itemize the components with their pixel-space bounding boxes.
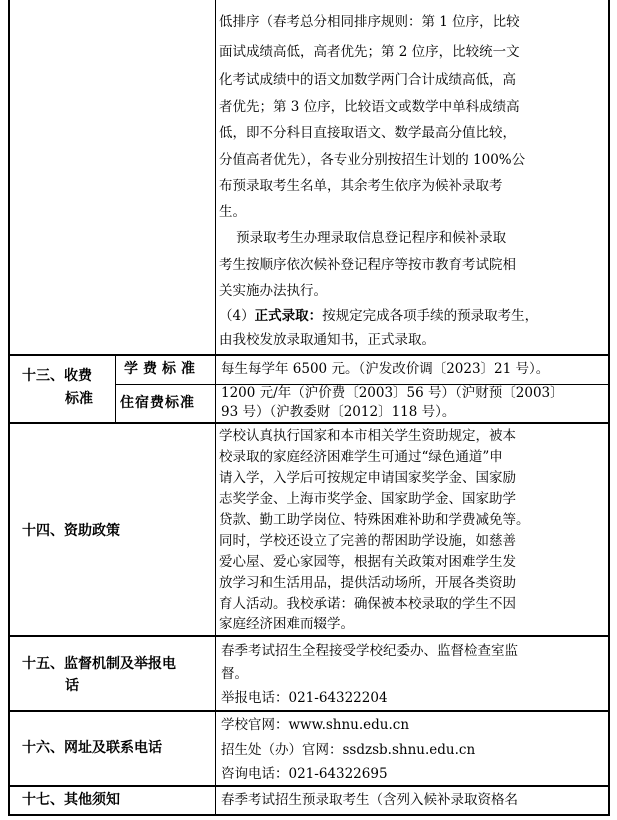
- inquiry-phone: 咨询电话：021-64322695: [221, 766, 388, 782]
- supervision-line1: 春季考试招生全程接受学校纪委办、监督检查室监: [221, 643, 518, 659]
- paragraph-line: 生。: [219, 204, 246, 220]
- row-divider: [8, 785, 609, 787]
- supervision-section-title-line1: 十五、监督机制及举报电: [22, 656, 176, 672]
- paragraph-line: 由我校发放录取通知书，正式录取。: [219, 332, 435, 348]
- fees-section-title-line1: 十三、收费: [22, 368, 92, 384]
- row-divider: [8, 635, 609, 637]
- paragraph-line: 考生按顺序依次候补登记程序等按市教育考试院相: [219, 257, 516, 273]
- paragraph-line: 低排序（春考总分相同排序规则：第 1 位序，比较: [219, 14, 520, 30]
- paragraph-line: 预录取考生办理录取信息登记程序和候补录取: [219, 230, 507, 246]
- paragraph-line: 贷款、勤工助学岗位、特殊困难补助和学费减免等。: [219, 512, 530, 528]
- tuition-value: 每生每学年 6500 元。（沪发改价调〔2023〕21 号）。: [221, 361, 550, 377]
- paragraph-line: 同时，学校还设立了完善的帮困助学设施，如慈善: [219, 533, 516, 549]
- aid-section-title: 十四、资助政策: [22, 523, 120, 539]
- other-notice-line1: 春季考试招生预录取考生（含列入候补录取资格名: [221, 792, 518, 808]
- admission-office-website: 招生处（办）官网：ssdzsb.shnu.edu.cn: [221, 742, 476, 758]
- lodging-value-line2: 93 号）（沪教委财〔2012〕118 号）。: [221, 404, 456, 420]
- row-divider: [8, 354, 609, 356]
- formal-admission-prefix: （4）: [219, 308, 255, 324]
- school-website: 学校官网：www.shnu.edu.cn: [221, 717, 410, 733]
- supervision-line2: 督。: [221, 666, 248, 682]
- other-section-title: 十七、其他须知: [22, 792, 120, 808]
- tuition-label: 学费标准: [124, 361, 200, 377]
- table-border-bottom: [8, 814, 609, 816]
- lodging-value-line1: 1200 元/年（沪价费〔2003〕56 号）（沪财预〔2003〕: [221, 385, 564, 401]
- paragraph-line: 家庭经济困难而辍学。: [219, 616, 354, 632]
- paragraph-line: 育人活动。我校承诺：确保被本校录取的学生不因: [219, 596, 516, 612]
- paragraph-line: 化考试成绩中的语文加数学两门合计成绩高低，高: [219, 72, 516, 88]
- paragraph-line: 爱心屋、爱心家园等，根据有关政策对困难学生发: [219, 554, 516, 570]
- paragraph-line: 志奖学金、上海市奖学金、国家助学金、国家助学: [219, 491, 516, 507]
- formal-admission-heading: 正式录取：: [254, 308, 323, 324]
- admission-rules-cell: [219, 0, 607, 354]
- supervision-section-title-line2: 话: [65, 678, 79, 694]
- row-divider: [8, 710, 609, 712]
- paragraph-line: 分值高者优先），各专业分别按招生计划的 100%公: [219, 152, 526, 168]
- paragraph-line: 校录取的家庭经济困难学生可通过“绿色通道”申: [219, 449, 503, 465]
- lodging-label: 住宿费标准: [120, 395, 195, 411]
- formal-admission-line: [219, 306, 607, 326]
- paragraph-line: 面试成绩高低，高者优先；第 2 位序，比较统一文: [219, 44, 520, 60]
- formal-admission-text: 按规定完成各项手续的预录取考生，: [322, 308, 539, 324]
- fees-section-title-line2: 标准: [65, 391, 93, 407]
- report-phone: 举报电话：021-64322204: [221, 690, 388, 706]
- table-border-left: [8, 0, 10, 816]
- aid-policy-cell: [219, 423, 607, 635]
- contact-section-title: 十六、网址及联系电话: [22, 740, 162, 756]
- fees-subcolumn-divider: [115, 355, 116, 423]
- paragraph-line: 低，即不分科目直接取语文、数学最高分值比较，: [219, 125, 516, 141]
- paragraph-line: 请入学，入学后可按规定申请国家奖学金、国家励: [219, 470, 516, 486]
- paragraph-line: 者优先；第 3 位序，比较语文或数学中单科成绩高: [219, 99, 520, 115]
- paragraph-line: 学校认真执行国家和本市相关学生资助规定，被本: [219, 428, 516, 444]
- paragraph-line: 布预录取考生名单，其余考生依序为候补录取考: [219, 178, 503, 194]
- table-border-right: [608, 0, 610, 816]
- paragraph-line: 关实施办法执行。: [219, 283, 327, 299]
- table-column-divider: [215, 0, 216, 816]
- paragraph-line: 放学习和生活用品，提供活动场所，开展各类资助: [219, 575, 516, 591]
